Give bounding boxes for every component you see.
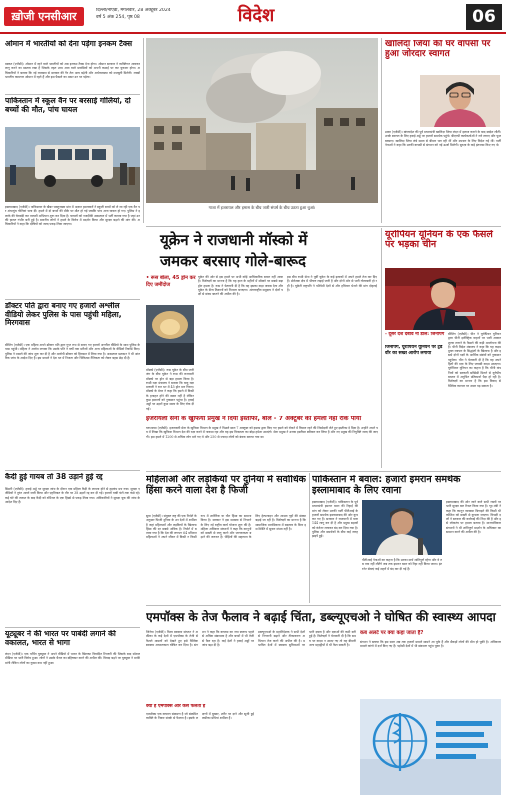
- ukraine-body-left: मॉस्को (एजेंसी)। रूस यूक्रेन के बीच जारी जंग के बीच यूक्रेन ने रूस की राजधानी मॉस्को पर ड्रोन से बड़ा हमला किया है। रूसी रक्षा मंत्रालय ने बताया कि वायु रक्षा प्रणाली ने रात भर में 45 ड्रोन मार गिराए। मॉस्को के मेयर ने कहा कि हमले में किसी के हताहत होने की खबर नहीं है लेकिन कुछ इमारतों को नुकसान पहुंचा है। हवाई अड्डों पर उड़ानें कुछ समय के लिए रोक दी गईं।: [146, 368, 194, 411]
- imran-khan-photo: [362, 500, 442, 555]
- brand-logo: ख़ोजी एनसीआर: [4, 7, 84, 26]
- mpox-body-left: जिनेवा (एजेंसी)। विश्व स्वास्थ्य संगठन ने अफ्रीका के कई देशों में एमपॉक्स के तेजी से फैलते मामलों को देखते हुए इसे वैश्विक स्वास्थ्य आपातकाल घोषित कर दिया है। संगठन ने कहा कि वायरस का नया स्वरूप पहले से अधिक संक्रामक है और बच्चों में भी तेजी से फैल रहा है। कई देशों ने हवाई अड्डों पर जांच बढ़ा दी है।: [146, 630, 254, 647]
- gaza-smoke-photo: [146, 38, 378, 203]
- flights-body: सिडनी (एजेंसी)। हवाई अड्डे पर सुरक्षा जांच के दौरान एक महिला कैदी के लापता होने से हड़कंप मच गया। सुरक्षा एजेंसियों ने तुरंत अलर्ट जारी किया और एहतियात के तौर पर 38 उड़ानें रद्द कर दी गईं। हजारों यात्री घंटों तक फंसे रहे। कई घंटे की तलाश के बाद कैदी को टर्मिनल के एक हिस्से से पकड़ लिया गया। अधिकारियों ने सुरक्षा चूक की जांच के आदेश दिए हैं।: [5, 487, 140, 504]
- eu-subheading: जिनपिंग, यूरोपियन यूनियन पर ट्रेड वॉर का सख्त आरोप लगाया: [385, 345, 443, 356]
- who-logo-photo: [360, 699, 501, 795]
- mpox-body-middle: डब्ल्यूएचओ के महानिदेशक ने सभी देशों से निगरानी बढ़ाने और टीकाकरण अभियान तेज करने की अपील की है। प्रभावित देशों में स्वास्थ्य सुविधाओं पर भारी दबाव है और दवाओं की कमी बनी हुई है। विशेषज्ञों ने चेतावनी दी है कि समय पर कदम न उठाए गए तो यह बीमारी अन्य महाद्वीपों में भी फैल सकती है।: [258, 630, 356, 647]
- israel-body: यरूशलम (एजेंसी)। इजरायली सेना के खुफिया विभाग के प्रमुख ने पिछले साल 7 अक्टूबर को हमास द्वारा किए गए हमले को रोकने में विफल रहने की जिम्मेदारी लेते हुए इस्तीफा दे दिया है। उन्होंने अपने पत्र में लिखा कि खुफिया विभाग देश की रक्षा करने में नाकाम रहा और वह इस विफलता का बोझ हमेशा उठाएंगे। सेना प्रमुख ने उनका इस्तीफा स्वीकार कर लिया है और नए प्रमुख की नियुक्ति जल्द की जाएगी। इस हमले में 1200 से अधिक लोग मारे गए थे और 250 से ज्यादा लोगों को बंधक बनाया गया था।: [146, 426, 378, 439]
- column-divider: [143, 38, 144, 223]
- ukraine-headline-line2: जमकर बरसाए गोले-बारूद: [160, 252, 307, 270]
- imran-body-left: इस्लामाबाद (एजेंसी)। पाकिस्तान के पूर्व प्रधानमंत्री इमरान खान की रिहाई की मांग को लेकर उनकी पार्टी पीटीआई के हजारों समर्थक इस्लामाबाद की ओर कूच कर गए हैं। सरकार ने राजधानी में धारा 144 लागू कर दी है और प्रमुख सड़कों को कंटेनर लगाकर बंद कर दिया गया है। पुलिस और समर्थकों के बीच कई जगह झड़पें हुईं।: [312, 500, 358, 539]
- khaleda-body: ढाका (एजेंसी)। बांग्लादेश की पूर्व प्रधानमंत्री खालिदा जिया लंदन में इलाज कराने के बाद स्वदेश लौटीं। उनके स्वागत के लिए हवाई अड्डे पर हजारों समर्थक पहुंचे। बीएनपी कार्यकर्ताओं ने नारे लगाए और फूल बरसाए। खालिदा जिया लंबे समय से बीमार चल रही थीं और उपचार के लिए विदेश गई थीं। पार्टी नेताओं ने कहा कि उनकी वापसी से संगठन को नई ऊर्जा मिलेगी। सुरक्षा के कड़े इंतजाम किए गए थे।: [385, 130, 501, 147]
- khaleda-headline: खालिदा जिया की घर वापसी पर हुआ जोरदार स्वागत: [385, 40, 491, 59]
- masthead: [0, 0, 506, 34]
- imran-khan-portrait: [362, 500, 442, 555]
- ukraine-headline: [160, 230, 375, 272]
- xi-jinping-photo: [385, 268, 501, 330]
- imran-body-right: इस्लामाबाद की ओर जाने वाले सभी रास्तों पर भारी सुरक्षा बल तैनात किया गया है। गृह मंत्री ने कहा कि कानून व्यवस्था बिगाड़ने की किसी भी कोशिश को सख्ती से कुचला जाएगा। विपक्षी दलों ने सरकार की कार्रवाई की निंदा की है और इसे लोकतंत्र पर हमला बताया है। मानवाधिकार संगठनों ने भी शांतिपूर्ण प्रदर्शन के अधिकार का सम्मान करने की अपील की है।: [446, 500, 501, 535]
- gaza-photo-caption: गाजा में इजरायल और हमास के बीच जारी संघर्ष के बीच उठता हुआ धुआं।: [208, 205, 316, 210]
- gaza-illustration: [146, 38, 378, 203]
- doctor-body: बीजिंग (एजेंसी)। एक महिला अपने डॉक्टर पति द्वारा गुप्त रूप से बनाए गए हजारों अश्लील वीडियो के साथ पुलिस के पास पहुंची। महिला ने आरोप लगाया कि उसके पति ने वर्षों तक मरीजों और अन्य महिलाओं के वीडियो रिकॉर्ड किए। पुलिस ने मामले की जांच शुरू कर दी है और आरोपी डॉक्टर को हिरासत में लिया गया है। अस्पताल प्रशासन ने भी आंतरिक जांच के आदेश दिए हैं। इस मामले ने देश भर में निजता और चिकित्सा नैतिकता को लेकर बहस छेड़ दी है।: [5, 343, 140, 360]
- mpox-subhead-left: क्या है एमपॉक्स और कैसे फैलता है: [146, 704, 206, 709]
- column-divider: [381, 38, 382, 223]
- oman-headline: ओमान में भारतीयों को देना पड़ेगा इनकम टैक्स: [5, 40, 133, 48]
- ukraine-body-right: इस बीच रूसी सेना ने पूर्वी यूक्रेन के कई इलाकों में अपने हमले तेज कर दिए हैं। डोनेत्स्क क्षेत्र में भीषण लड़ाई जारी है और दोनों ओर से भारी गोलाबारी हो रही है। यूक्रेनी राष्ट्रपति ने पश्चिमी देशों से और हथियार भेजने की मांग दोहराई है।: [287, 275, 377, 292]
- eu-body: बीजिंग (एजेंसी)। चीन ने यूरोपियन यूनियन द्वारा चीनी इलेक्ट्रिक वाहनों पर भारी आयात शुल्क लगाने के फैसले की कड़ी आलोचना की है। चीनी विदेश मंत्रालय ने कहा कि यह कदम मुक्त व्यापार के सिद्धांतों के खिलाफ है और इससे दोनों पक्षों के आर्थिक संबंधों को नुकसान पहुंचेगा। चीन ने चेतावनी दी है कि वह अपने हितों की रक्षा के लिए जवाबी कदम उठाएगा। यूरोपियन यूनियन का कहना है कि चीनी कंपनियों को सरकारी सब्सिडी मिलने से यूरोपीय बाजार में अनुचित प्रतिस्पर्धा पैदा हो रही है। विशेषज्ञों का मानना है कि इस विवाद से वैश्विक व्यापार पर असर पड़ सकता है।: [448, 332, 501, 388]
- column-divider: [309, 473, 310, 603]
- pakistan-bus-body: इस्लामाबाद (एजेंसी)। पाकिस्तान के खैबर पख्तूनख्वा प्रांत में अज्ञात हमलावरों ने स्कूली बच्चों को ले जा रही एक वैन पर अंधाधुंध गोलियां चला दीं। हमले में दो बच्चों की मौके पर मौत हो गई जबकि पांच अन्य घायल हो गए। पुलिस ने इलाके की घेराबंदी कर तलाशी अभियान शुरू कर दिया है। घायलों को नजदीकी अस्पताल में भर्ती कराया गया है जहां उनकी हालत गंभीर बनी हुई है। स्थानीय लोगों ने हमले के विरोध में प्रदर्शन किया और सुरक्षा बढ़ाने की मांग की। अधिकारियों ने कहा कि दोषियों को जल्द पकड़ लिया जाएगा।: [5, 205, 140, 227]
- khaleda-portrait: [420, 75, 500, 127]
- school-van-photo: [5, 127, 140, 202]
- date-line: [96, 8, 221, 21]
- ukraine-body-middle: यूक्रेन की ओर से इस हमले पर अभी कोई आधिकारिक बयान नहीं आया है। विशेषज्ञों का मानना है कि यह हाल के महीनों में मॉस्को पर सबसे बड़ा ड्रोन हमला है। रूस ने चेतावनी दी है कि वह इसका कड़ा जवाब देगा और यूक्रेन के सैन्य ठिकानों को निशाना बनाएगा। अंतरराष्ट्रीय समुदाय ने दोनों पक्षों से संयम बरतने की अपील की है।: [198, 275, 283, 297]
- oman-body: मस्कट (एजेंसी)। ओमान में रहने वाले भारतीयों को अब इनकम टैक्स देना होगा। ओमान सरकार ने व्यक्तिगत आयकर लागू करने का प्रस्ताव रखा है जिसके तहत उच्च आय वाले प्रवासियों को अपनी कमाई पर कर चुकाना होगा। अधिकारियों ने बताया कि नई व्यवस्था से सरकार की गैर तेल आय बढ़ेगी और अर्थव्यवस्था को मजबूती मिलेगी। लाखों भारतीय कामगार ओमान में रहते हैं और इस फैसले का असर उन पर पड़ेगा।: [5, 62, 140, 79]
- divider: [5, 299, 140, 300]
- date-line-1: दिल्ली/नोएडा, मंगलवार, 28 अक्टूबर 2024: [96, 8, 171, 13]
- section-title: विदेश: [237, 5, 275, 26]
- ukraine-moscow-photo: [146, 305, 194, 365]
- youtuber-headline: यूट्यूबर ने की भारत पर पाबंदी लगाने की वकालत, भारत से भागा: [5, 630, 116, 647]
- divider: [5, 627, 140, 628]
- section-divider: [146, 605, 501, 606]
- israel-headline: इजरायली सेना के खुफिया प्रमुख ने दिया इस्तीफा, बोले - 7 अक्टूबर का हमला नहीं रोक पाया: [146, 416, 362, 422]
- page-number-box: 06: [466, 4, 502, 30]
- mpox-highlight: कब अलर्ट पर क्या कहा जाता है?: [360, 630, 424, 636]
- imran-headline: पाकिस्तान में बवाल: हजारों इमरान समर्थक इस्लामाबाद के लिए रवाना: [312, 475, 461, 496]
- divider: [5, 94, 140, 95]
- mpox-headline: एमपॉक्स के तेज फैलाव ने बढ़ाई चिंता, डब्ल्यूएचओ ने घोषित की स्वास्थ्य आपदा: [146, 610, 496, 624]
- ukraine-headline-line1: यूक्रेन ने राजधानी मॉस्को में: [160, 231, 308, 249]
- who-emblem-illustration: [360, 699, 501, 795]
- ukraine-sidebar: • रूस बोला, 45 ड्रोन कर दिए जमींदोज: [146, 275, 196, 288]
- xi-jinping-portrait: [385, 268, 501, 330]
- date-line-2: वर्ष 5 अंक 254, पृष्ठ 08: [96, 14, 140, 20]
- fiji-body: सुवा (एजेंसी)। संयुक्त राष्ट्र की एक रिपोर्ट के अनुसार फिजी दुनिया के उन देशों में शामिल है जहां महिलाओं और लड़कियों के खिलाफ हिंसा की दर सबसे अधिक है। रिपोर्ट में बताया गया है कि देश की लगभग 64 प्रतिशत महिलाओं ने अपने जीवन में किसी न किसी रूप में शारीरिक या यौन हिंसा का सामना किया है। सरकार ने इस समस्या से निपटने के लिए नई राष्ट्रीय कार्य योजना शुरू की है। महिला अधिकार संगठनों ने कहा कि कानूनों को सख्ती से लागू करने और जागरूकता बढ़ाने की जरूरत है। पीड़ितों की सहायता के लिए हेल्पलाइन और आश्रय गृहों की संख्या बढ़ाई जा रही है। विशेषज्ञों का मानना है कि सामाजिक मानसिकता में बदलाव के बिना इस स्थिति में सुधार संभव नहीं है।: [146, 514, 306, 540]
- doctor-headline: डॉक्टर पति द्वारा बनाए गए हजारों अश्लील वीडियो लेकर पुलिस के पास पहुंची महिला, मिरगवास: [5, 302, 122, 328]
- khaleda-zia-photo: [420, 75, 500, 127]
- eu-photo-caption: - दूसरे देश दबाव ना डालें: जिनपिंग: [385, 332, 445, 337]
- mpox-body-right: संगठन ने बताया कि इस साल अब तक हजारों मामले सामने आ चुके हैं और सैकड़ों लोगों की मौत हो चुकी है। अधिकतर मामले कांगो में दर्ज किए गए हैं। पड़ोसी देशों में भी संक्रमण पहुंच चुका है।: [360, 640, 501, 649]
- eu-headline: यूरोपियन यूनियन के एक फैसले पर भड़का चीन: [385, 230, 493, 251]
- mpox-body-left2: एमपॉक्स एक वायरल संक्रमण है जो संक्रमित व्यक्ति के निकट संपर्क से फैलता है। इसके लक्षणों में बुखार, शरीर पर दाने और सूजी हुई लसीका ग्रंथियां शामिल हैं।: [146, 712, 254, 721]
- pakistan-bus-headline: पाकिस्तान में स्कूल वैन पर बरसाई गोलियां, दो बच्चों की मौत, पांच घायल: [5, 97, 131, 114]
- fiji-headline: महिलाओं और लड़कियों पर दुनिया में सर्वाधिक हिंसा करने वाला देश है फिजी: [146, 475, 306, 496]
- youtuber-body: लंदन (एजेंसी)। एक चर्चित यूट्यूबर ने अपने वीडियो में भारत के खिलाफ विवादित टिप्पणी की जिसके बाद सोशल मीडिया पर भारी विरोध हुआ। लोगों ने उसके चैनल का बहिष्कार करने की अपील की। विवाद बढ़ने पर यूट्यूबर ने माफी मांगी लेकिन लोगों का गुस्सा कम नहीं हुआ।: [5, 652, 140, 665]
- section-divider: [146, 226, 501, 227]
- flights-headline: कैदी हुई गायब तो 38 उड़ाने हुई रद्द: [5, 473, 103, 481]
- column-divider: [381, 228, 382, 468]
- imran-body-middle: पीटीआई नेताओं का कहना है कि उनका मार्च शांतिपूर्ण रहेगा और वे तब तक नहीं लौटेंगे जब तक इमरान खान को रिहा नहीं किया जाता। इंटरनेट सेवाएं कई शहरों में बंद कर दी गई हैं।: [362, 558, 442, 571]
- school-van-illustration: [5, 127, 140, 202]
- moscow-strike-illustration: [146, 305, 194, 365]
- section-divider: [146, 471, 501, 472]
- divider: [5, 470, 140, 471]
